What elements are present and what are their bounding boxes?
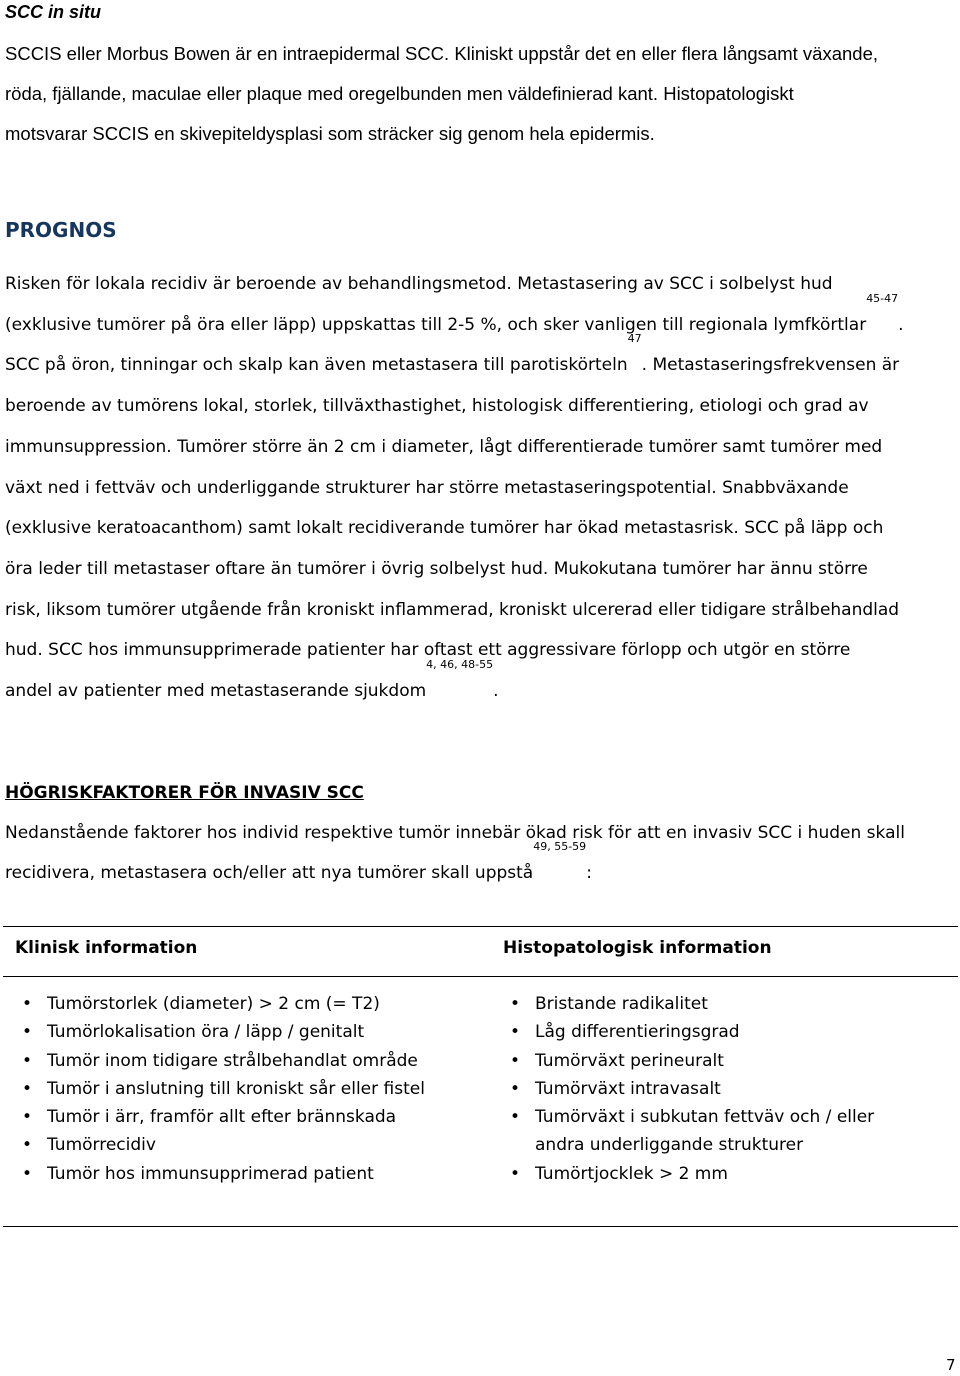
histo-list bbox=[492, 990, 912, 1188]
scc-in-situ-heading: SCC in situ bbox=[5, 2, 102, 22]
prognos-heading: PROGNOS bbox=[5, 218, 117, 242]
prognos-line: andel av patienter med metastaserande sjukdom$^{4, 46, 48-55}$. bbox=[5, 658, 499, 702]
citation: 49, 55-59 bbox=[533, 840, 587, 853]
table-header-rule bbox=[3, 976, 958, 977]
prognos-line: SCC på öron, tinningar och skalp kan även metastasera till parotiskörteln$^{47}$. Metastaseringsfrekvensen är bbox=[5, 332, 900, 376]
scc-line-2: röda, fjällande, maculae eller plaque med oregelbunden men väldefinierad kant. Histopatologiskt bbox=[5, 83, 794, 104]
list-item: • Tumör i anslutning till kroniskt sår eller fistel bbox=[4, 1075, 484, 1103]
prognos-line: växt ned i fettväv och underliggande strukturer har större metastaseringspotential. Snabbväxande bbox=[5, 477, 849, 498]
list-item: • Tumörstorlek (diameter) > 2 cm (= T2) bbox=[4, 990, 484, 1018]
prognos-line: beroende av tumörens lokal, storlek, tillväxthastighet, histologisk differentiering, etiologi och grad av bbox=[5, 396, 869, 417]
list-item: • Tumörtjocklek > 2 mm bbox=[492, 1160, 912, 1188]
histo-column bbox=[503, 938, 943, 958]
list-item: • Tumörväxt i subkutan fettväv och / eller andra underliggande strukturer bbox=[492, 1103, 912, 1160]
list-item: • Tumör i ärr, framför allt efter brännskada bbox=[4, 1103, 484, 1131]
risk-factors-intro bbox=[5, 813, 955, 893]
prognos-paragraph bbox=[5, 264, 955, 712]
citation: 4, 46, 48-55 bbox=[426, 658, 494, 672]
list-item: • Tumörväxt perineuralt bbox=[492, 1047, 912, 1075]
clinical-column bbox=[15, 938, 485, 958]
table-bottom-rule bbox=[3, 1226, 958, 1227]
prognos-line: (exklusive tumörer på öra eller läpp) uppskattas till 2-5 %, och sker vanligen till regionala lymfkörtlar$^{45-47}$. bbox=[5, 291, 904, 335]
list-item: • Tumör hos immunsupprimerad patient bbox=[4, 1160, 484, 1188]
prognos-line: Risken för lokala recidiv är beroende av behandlingsmetod. Metastasering av SCC i solbelyst hud bbox=[5, 274, 833, 294]
prognos-line: immunsuppression. Tumörer större än 2 cm i diameter, lågt differentierade tumörer samt tumörer med bbox=[5, 436, 883, 457]
list-item: • Låg differentieringsgrad bbox=[492, 1018, 912, 1046]
list-item: • Tumörväxt intravasalt bbox=[492, 1075, 912, 1103]
histo-header: Histopatologisk information bbox=[503, 938, 772, 958]
citation: 45-47 bbox=[866, 291, 899, 305]
clinical-list bbox=[4, 990, 484, 1188]
list-item: • Tumörlokalisation öra / läpp / genitalt bbox=[4, 1018, 484, 1046]
table-top-rule bbox=[3, 926, 958, 927]
prognos-line: öra leder till metastaser oftare än tumörer i övrig solbelyst hud. Mukokutana tumörer har ännu större bbox=[5, 558, 868, 579]
citation: 47 bbox=[627, 332, 642, 346]
list-item: • Tumör inom tidigare strålbehandlat område bbox=[4, 1047, 484, 1075]
risk-line: recidivera, metastasera och/eller att nya tumörer skall uppstå$^{49, 55-59}$: bbox=[5, 840, 592, 883]
scc-line-1: SCCIS eller Morbus Bowen är en intraepidermal SCC. Kliniskt uppstår det en eller flera långsamt växande, bbox=[5, 43, 878, 64]
risk-line: Nedanstående faktorer hos individ respektive tumör innebär ökad risk för att en invasiv SCC i huden skall bbox=[5, 823, 905, 843]
clinical-header: Klinisk information bbox=[15, 938, 198, 958]
list-item: • Tumörrecidiv bbox=[4, 1131, 484, 1159]
risk-factors-heading: HÖGRISKFAKTORER FÖR INVASIV SCC bbox=[5, 783, 364, 803]
list-item: • Bristande radikalitet bbox=[492, 990, 912, 1018]
scc-line-3: motsvarar SCCIS en skivepiteldysplasi som sträcker sig genom hela epidermis. bbox=[5, 123, 655, 144]
page-number: 7 bbox=[946, 1356, 956, 1374]
prognos-line: risk, liksom tumörer utgående från kroniskt inflammerad, kroniskt ulcererad eller tidigare strålbehandlad bbox=[5, 599, 900, 620]
prognos-line: hud. SCC hos immunsupprimerade patienter har oftast ett aggressivare förlopp och utgör en större bbox=[5, 640, 851, 661]
prognos-line: (exklusive keratoacanthom) samt lokalt recidiverande tumörer har ökad metastasrisk. SCC på läpp och bbox=[5, 518, 884, 539]
scc-in-situ-section bbox=[5, 0, 955, 154]
